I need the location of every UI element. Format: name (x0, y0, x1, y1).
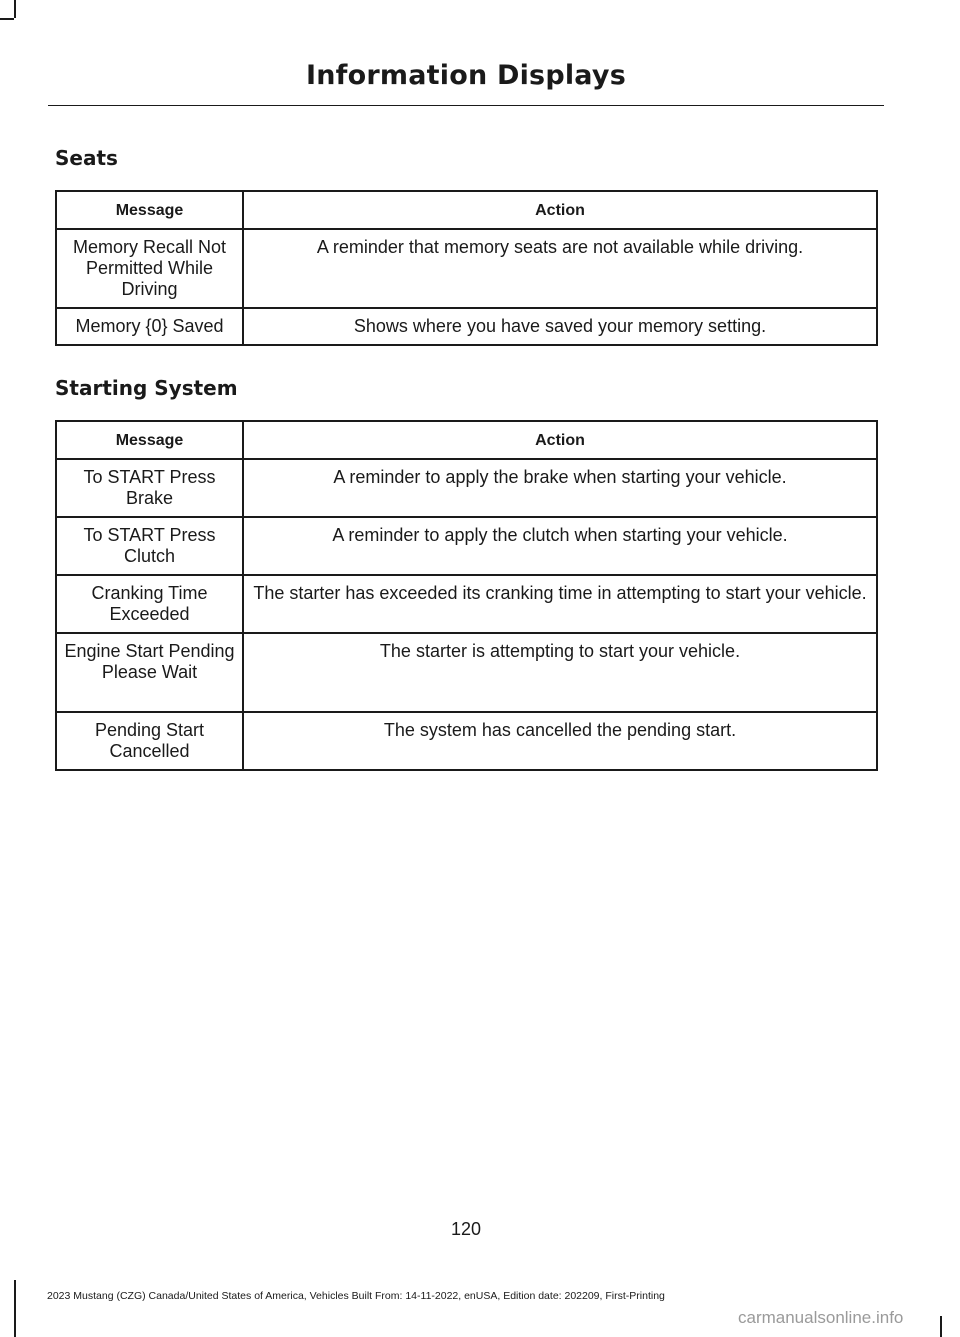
starting-system-message-table (55, 420, 878, 771)
column-header-message: Message (56, 191, 243, 229)
table-row (56, 459, 877, 517)
action-cell: The starter is attempting to start your vehicle. (243, 633, 877, 712)
table-row (56, 712, 877, 770)
message-cell: To START Press Brake (56, 459, 243, 517)
message-cell: Engine Start Pending Please Wait (56, 633, 243, 712)
crop-mark (14, 1280, 16, 1337)
action-cell: A reminder to apply the brake when starting your vehicle. (243, 459, 877, 517)
column-header-message: Message (56, 421, 243, 459)
action-cell: A reminder to apply the clutch when starting your vehicle. (243, 517, 877, 575)
crop-mark (0, 18, 14, 20)
header-divider (48, 105, 884, 106)
action-cell: The starter has exceeded its cranking time in attempting to start your vehicle. (243, 575, 877, 633)
footer-edition-text: 2023 Mustang (CZG) Canada/United States of America, Vehicles Built From: 14-11-2022, enUSA, Edition date: 202209, First-Printing (47, 1290, 665, 1302)
crop-mark (14, 0, 16, 18)
message-cell: Memory {0} Saved (56, 308, 243, 345)
section-title-starting-system: Starting System (55, 376, 238, 400)
watermark-link[interactable]: carmanualsonline.info (738, 1308, 904, 1327)
action-cell: Shows where you have saved your memory setting. (243, 308, 877, 345)
crop-mark (940, 1316, 942, 1337)
message-cell: Cranking Time Exceeded (56, 575, 243, 633)
message-cell: Pending Start Cancelled (56, 712, 243, 770)
action-cell: A reminder that memory seats are not available while driving. (243, 229, 877, 308)
message-cell: To START Press Clutch (56, 517, 243, 575)
action-cell: The system has cancelled the pending start. (243, 712, 877, 770)
seats-message-table (55, 190, 878, 346)
table-header-row (56, 421, 877, 459)
table-row (56, 517, 877, 575)
message-cell: Memory Recall Not Permitted While Driving (56, 229, 243, 308)
table-row (56, 308, 877, 345)
table-header-row (56, 191, 877, 229)
page-number: 120 (450, 1219, 482, 1239)
table-row (56, 575, 877, 633)
table-row (56, 633, 877, 712)
table-row (56, 229, 877, 308)
column-header-action: Action (243, 421, 877, 459)
section-title-seats: Seats (55, 146, 118, 170)
page-header-title: Information Displays (306, 60, 626, 91)
column-header-action: Action (243, 191, 877, 229)
